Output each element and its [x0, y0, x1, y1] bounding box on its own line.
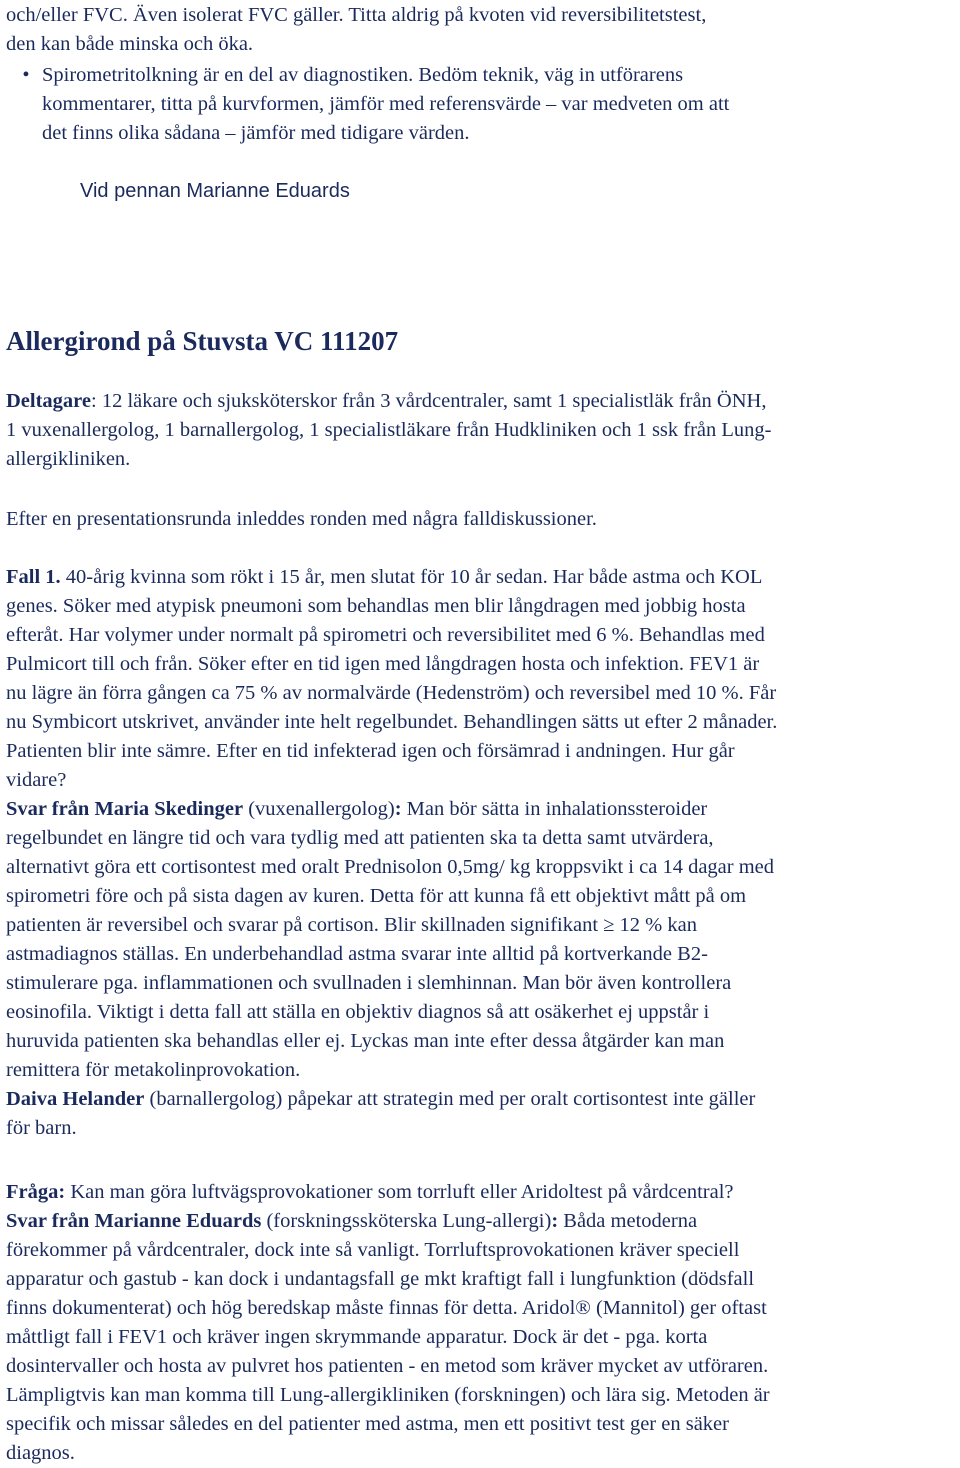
text-line: Efter en presentationsrunda inleddes ronden med några falldiskussioner. [6, 508, 597, 530]
text-line: måttligt fall i FEV1 och kräver ingen skrymmande apparatur. Dock är det - pga. korta [6, 1326, 708, 1348]
text-line: spirometri före och på sista dagen av kuren. Detta för att kunna få ett objektivt mått på om [6, 885, 747, 907]
answer-colon: : [551, 1210, 559, 1232]
text-line: huruvida patienten ska behandlas eller ej. Lyckas man inte efter dessa åtgärder kan man [6, 1030, 725, 1052]
answer-text: Man bör sätta in inhalationssteroider [401, 798, 708, 820]
text-line [6, 1207, 956, 1236]
participants-paragraph [6, 387, 956, 474]
text-line: Patienten blir inte sämre. Efter en tid infekterad igen och försämrad i andningen. Hur går [6, 740, 735, 762]
answer-role: (forskningssköterska Lung-allergi) [261, 1210, 552, 1232]
text-line: förekommer på vårdcentraler, dock inte så vanligt. Torrluftsprovokationen kräver speciell [6, 1239, 740, 1261]
text-line: eosinofila. Viktigt i detta fall att ställa en objektiv diagnos så att osäkerhet ej uppstår i [6, 1001, 710, 1023]
text-line: finns dokumenterat) och hög beredskap måste finnas för detta. Aridol® (Mannitol) ger oftast [6, 1297, 767, 1319]
text-line: patienten är reversibel och svarar på cortison. Blir skillnaden signifikant ≥ 12 % kan [6, 914, 697, 936]
text-line: remittera för metakolinprovokation. [6, 1059, 301, 1081]
question-label: Fråga: [6, 1181, 66, 1203]
text-line [6, 795, 956, 824]
answer-colon: : [394, 798, 402, 820]
answer-author: Daiva Helander [6, 1088, 145, 1110]
case-text: 40-årig kvinna som rökt i 15 år, men slutat för 10 år sedan. Har både astma och KOL [60, 566, 763, 588]
text-line: diagnos. [6, 1442, 75, 1464]
text-line: nu Symbicort utskrivet, använder inte helt regelbundet. Behandlingen sätts ut efter 2 månader. [6, 711, 778, 733]
text-line: den kan både minska och öka. [6, 33, 254, 55]
answer-author: Svar från Marianne Eduards [6, 1210, 262, 1232]
answer-text: Båda metoderna [558, 1210, 698, 1232]
text-line: Lämpligtvis kan man komma till Lung-allergikliniken (forskningen) och lära sig. Metoden är [6, 1384, 770, 1406]
text-line: 1 vuxenallergolog, 1 barnallergolog, 1 specialistläkare från Hudkliniken och 1 ssk från Lung- [6, 419, 772, 441]
participants-colon: : [91, 390, 97, 412]
text-line: stimulerare pga. inflammationen och svullnaden i slemhinnan. Man bör även kontrollera [6, 972, 732, 994]
text-line: dosintervaller och hosta av pulvret hos patienten - en metod som kräver mycket av utföraren. [6, 1355, 769, 1377]
question-section [6, 1178, 956, 1468]
text-line [6, 563, 956, 592]
participants-label: Deltagare [6, 390, 92, 412]
text-line: apparatur och gastub - kan dock i undantagsfall ge mkt kraftigt fall i lungfunktion (dödsfall [6, 1268, 755, 1290]
text-line: det finns olika sådana – jämför med tidigare värden. [42, 122, 470, 144]
text-line: nu lägre än förra gången ca 75 % av normalvärde (Hedenström) och reversibel med 10 %. Får [6, 682, 777, 704]
text-line: vidare? [6, 769, 67, 791]
text-line: allergikliniken. [6, 448, 131, 470]
section-heading: Allergirond på Stuvsta VC 111207 [6, 326, 399, 356]
bullet-marker: • [22, 64, 30, 86]
top-continuation [6, 1, 956, 59]
participants-text: 12 läkare och sjuksköterskor från 3 vårdcentraler, samt 1 specialistläk från ÖNH, [96, 390, 767, 412]
answer-author: Svar från Maria Skedinger [6, 798, 244, 820]
signature-line: Vid pennan Marianne Eduards [80, 180, 350, 202]
text-line: efteråt. Har volymer under normalt på spirometri och reversibilitet med 6 %. Behandlas med [6, 624, 765, 646]
text-line: Spirometritolkning är en del av diagnostiken. Bedöm teknik, väg in utförarens [42, 64, 684, 86]
bullet-item [22, 61, 956, 148]
text-line [6, 1085, 956, 1114]
text-line: astmadiagnos ställas. En underbehandlad astma svarar inte alltid på kortverkande B2- [6, 943, 708, 965]
text-line [6, 387, 956, 416]
text-line: regelbundet en längre tid och vara tydlig med att patienten ska ta detta samt utvärdera, [6, 827, 714, 849]
text-line [6, 1178, 956, 1207]
text-line: kommentarer, titta på kurvformen, jämför med referensvärde – var medveten om att [42, 93, 730, 115]
text-line: för barn. [6, 1117, 77, 1139]
text-line: alternativt göra ett cortisontest med oralt Prednisolon 0,5mg/ kg kroppsvikt i ca 14 dagar med [6, 856, 775, 878]
text-line: specifik och missar således en del patienter med astma, men ett positivt test ger en säker [6, 1413, 729, 1435]
case-label: Fall 1. [6, 566, 61, 588]
intro-paragraph [6, 505, 956, 534]
case-one-section [6, 563, 956, 1143]
answer-role: (vuxenallergolog) [243, 798, 395, 820]
answer-text: (barnallergolog) påpekar att strategin med per oralt cortisontest inte gäller [144, 1088, 756, 1110]
question-text: Kan man göra luftvägsprovokationer som torrluft eller Aridoltest på vårdcentral? [65, 1181, 734, 1203]
text-line: Pulmicort till och från. Söker efter en tid igen med långdragen hosta och infektion. FEV1 är [6, 653, 760, 675]
text-line: genes. Söker med atypisk pneumoni som behandlas men blir långdragen med jobbig hosta [6, 595, 746, 617]
text-line: och/eller FVC. Även isolerat FVC gäller. Titta aldrig på kvoten vid reversibilitetstest, [6, 4, 707, 26]
